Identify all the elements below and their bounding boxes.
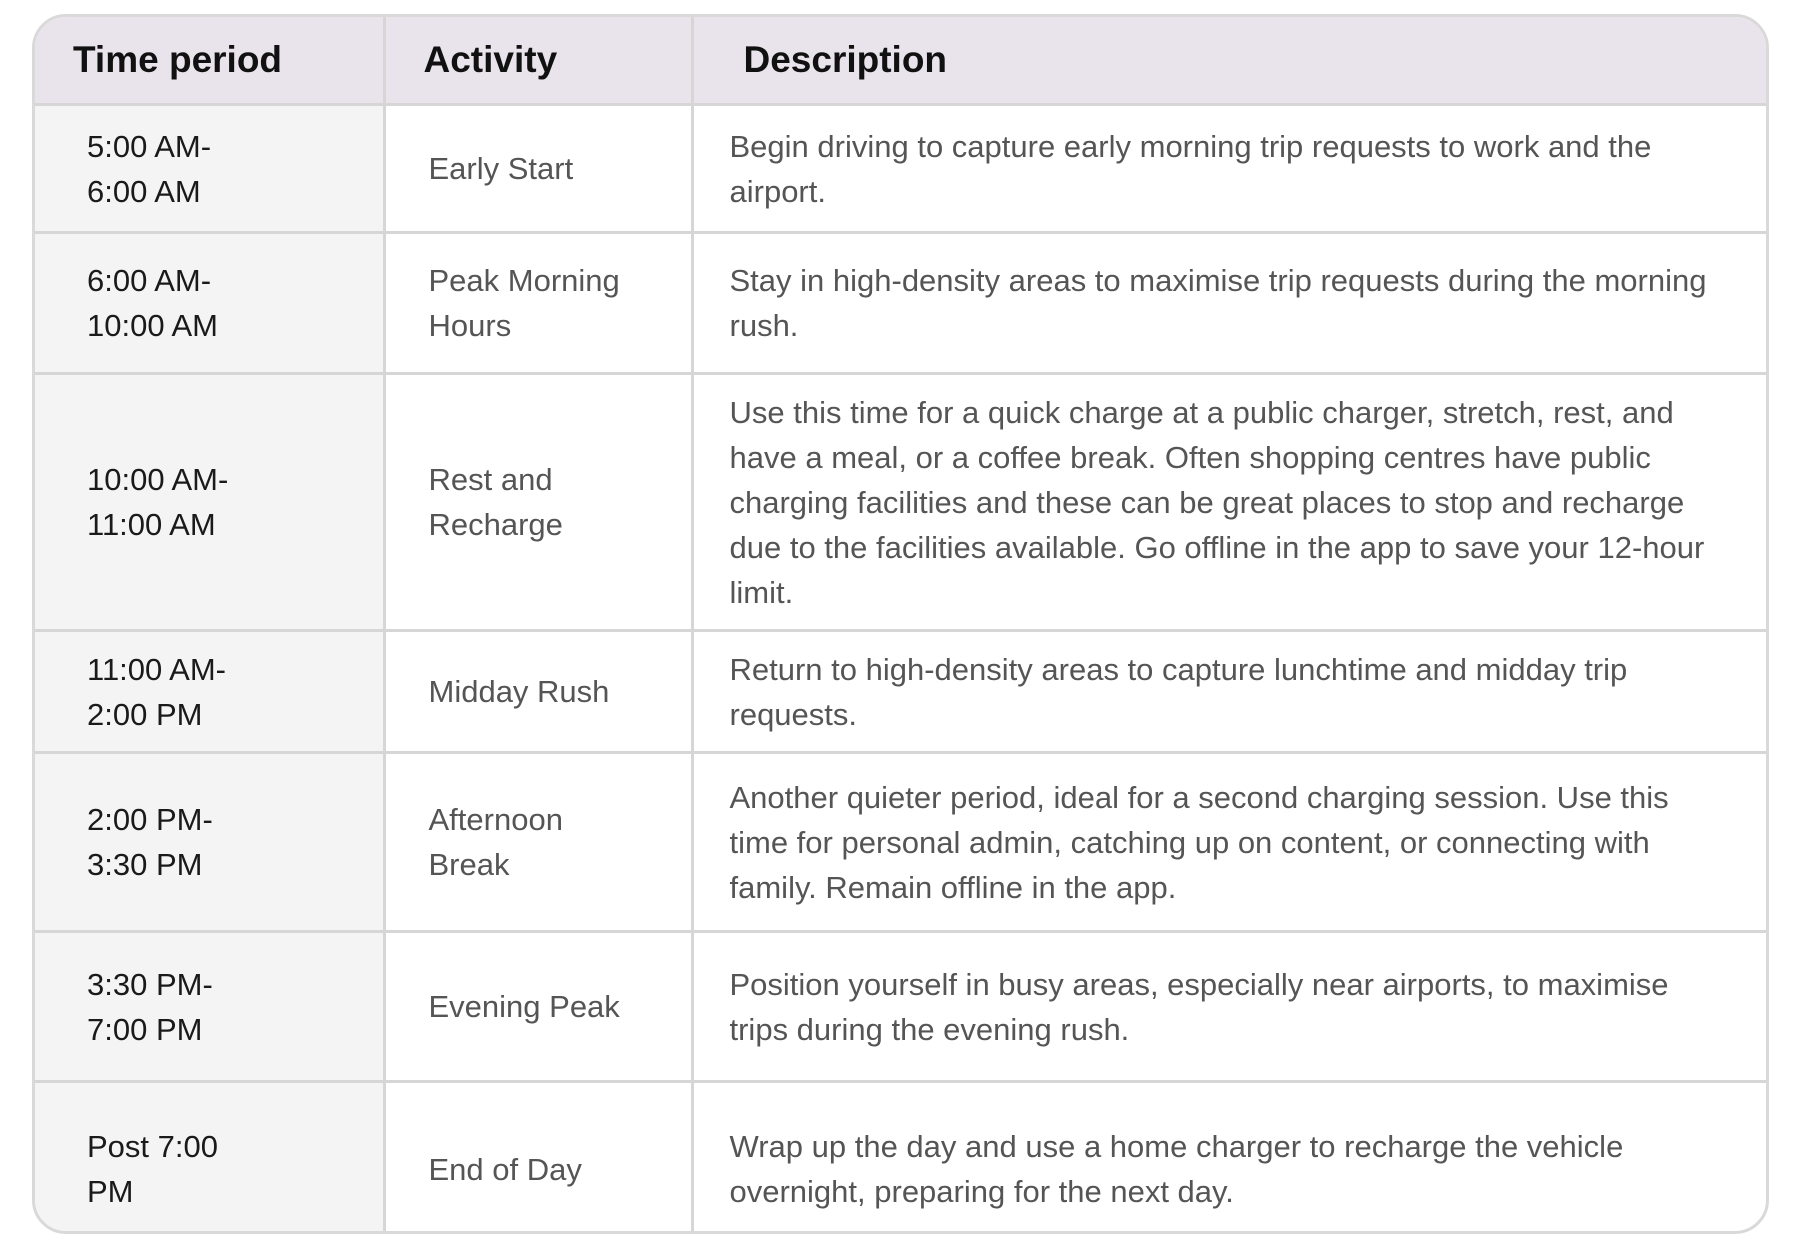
- time-end: 3:30 PM: [87, 847, 202, 882]
- time-cell: [35, 105, 384, 233]
- table-body: [35, 105, 1766, 1234]
- time-end: 6:00 AM: [87, 174, 201, 209]
- time-cell: [35, 932, 384, 1082]
- description-cell: Use this time for a quick charge at a public charger, stretch, rest, and have a meal, or a coffee break. Often shopping centres have public charging facilities and these can be great places to stop and recharge due to the facilities available. Go offline in the app to save your 12-hour limit.: [692, 374, 1766, 631]
- time-cell: [35, 631, 384, 753]
- description-cell: Another quieter period, ideal for a second charging session. Use this time for personal admin, catching up on content, or connecting with family. Remain offline in the app.: [692, 753, 1766, 932]
- description-cell: Position yourself in busy areas, especially near airports, to maximise trips during the evening rush.: [692, 932, 1766, 1082]
- activity-label: Midday Rush: [429, 674, 610, 709]
- header-time-period: Time period: [35, 17, 384, 105]
- table-row: [35, 105, 1766, 233]
- table-row: [35, 233, 1766, 374]
- activity-cell: [384, 753, 692, 932]
- time-end: 7:00 PM: [87, 1012, 202, 1047]
- activity-cell: [384, 1082, 692, 1234]
- table-row: [35, 631, 1766, 753]
- time-start: 6:00 AM-: [87, 263, 211, 298]
- header-description: Description: [692, 17, 1766, 105]
- time-start: 5:00 AM-: [87, 129, 211, 164]
- table-header: [35, 17, 1766, 105]
- table-row: [35, 1082, 1766, 1234]
- time-cell: [35, 1082, 384, 1234]
- activity-label-line2: Hours: [429, 308, 512, 343]
- time-cell: [35, 753, 384, 932]
- time-end: 11:00 AM: [87, 507, 216, 542]
- table-row: [35, 753, 1766, 932]
- schedule-table: [35, 17, 1766, 1234]
- activity-cell: [384, 233, 692, 374]
- activity-label: End of Day: [429, 1152, 582, 1187]
- activity-label: Afternoon: [429, 802, 563, 837]
- time-end: 10:00 AM: [87, 308, 218, 343]
- description-cell: Begin driving to capture early morning trip requests to work and the airport.: [692, 105, 1766, 233]
- activity-label-line2: Recharge: [429, 507, 563, 542]
- activity-label: Peak Morning: [429, 263, 620, 298]
- activity-cell: [384, 631, 692, 753]
- description-cell: Wrap up the day and use a home charger to recharge the vehicle overnight, preparing for the next day.: [692, 1082, 1766, 1234]
- activity-cell: [384, 932, 692, 1082]
- time-start: 2:00 PM-: [87, 802, 213, 837]
- schedule-table-container: [32, 14, 1769, 1234]
- activity-label: Evening Peak: [429, 989, 620, 1024]
- header-row: [35, 17, 1766, 105]
- activity-cell: [384, 374, 692, 631]
- table-row: [35, 374, 1766, 631]
- time-cell: [35, 233, 384, 374]
- time-start: 11:00 AM-: [87, 652, 226, 687]
- time-start: 10:00 AM-: [87, 462, 228, 497]
- time-start: Post 7:00: [87, 1129, 218, 1164]
- time-start: 3:30 PM-: [87, 967, 213, 1002]
- header-activity: Activity: [384, 17, 692, 105]
- description-cell: Return to high-density areas to capture lunchtime and midday trip requests.: [692, 631, 1766, 753]
- activity-label-line2: Break: [429, 847, 510, 882]
- activity-label: Early Start: [429, 151, 574, 186]
- activity-label: Rest and: [429, 462, 553, 497]
- time-cell: [35, 374, 384, 631]
- description-cell: Stay in high-density areas to maximise trip requests during the morning rush.: [692, 233, 1766, 374]
- time-end: 2:00 PM: [87, 697, 202, 732]
- table-row: [35, 932, 1766, 1082]
- time-end: PM: [87, 1174, 134, 1209]
- activity-cell: [384, 105, 692, 233]
